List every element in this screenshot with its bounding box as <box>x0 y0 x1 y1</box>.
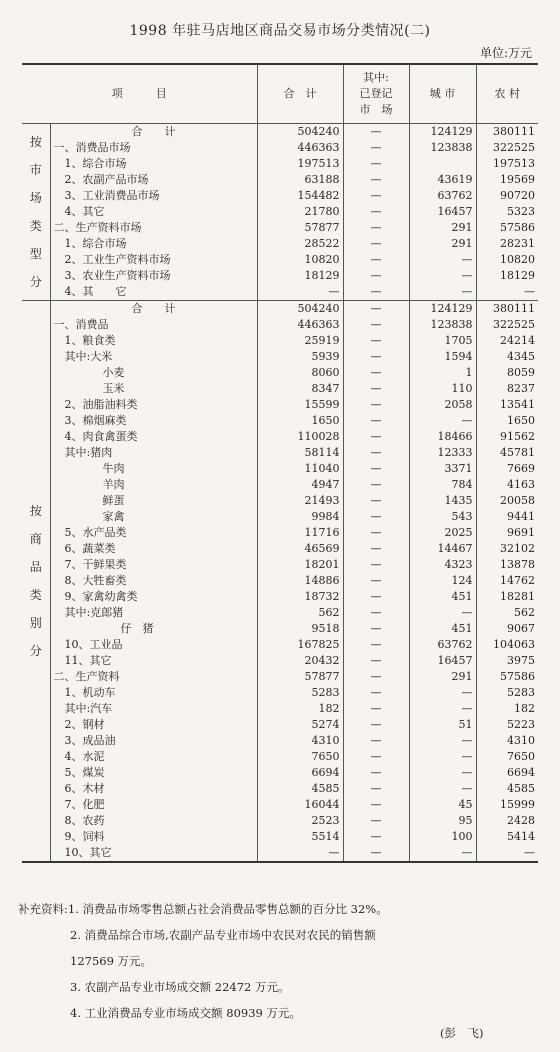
cell-urban: 4323 <box>409 557 476 573</box>
cell-registered: — <box>343 541 409 557</box>
cell-rural: 7669 <box>507 462 535 475</box>
cell-total: 11040 <box>257 461 343 477</box>
cell-total: 4310 <box>257 733 343 749</box>
cell-total: 18732 <box>257 589 343 605</box>
row-label: 4、水泥 <box>50 749 257 765</box>
cell-rural: — <box>524 846 535 859</box>
cell-total: 9518 <box>257 621 343 637</box>
row-label: 家禽 <box>50 509 257 525</box>
cell-registered: — <box>343 429 409 445</box>
table-row <box>22 493 538 509</box>
cell-registered: — <box>343 733 409 749</box>
row-label: 8、农药 <box>50 813 257 829</box>
cell-rural: 28231 <box>500 237 535 250</box>
cell-registered: — <box>343 573 409 589</box>
table-row <box>22 845 538 862</box>
cell-total: 57877 <box>257 669 343 685</box>
cell-urban: — <box>409 765 476 781</box>
row-label: 10、其它 <box>50 845 257 862</box>
header-item: 项 目 <box>22 64 257 124</box>
row-label: 一、消费品市场 <box>50 140 257 156</box>
cell-urban: 16457 <box>409 653 476 669</box>
cell-registered: — <box>343 781 409 797</box>
cell-registered: — <box>343 252 409 268</box>
cell-urban: — <box>409 781 476 797</box>
cell-registered: — <box>343 268 409 284</box>
row-label: 9、家禽幼禽类 <box>50 589 257 605</box>
table-row <box>22 220 538 236</box>
cell-total: 167825 <box>257 637 343 653</box>
cell-total: 154482 <box>257 188 343 204</box>
cell-rural: 380111 <box>476 301 538 318</box>
cell-rural: 4585 <box>507 782 535 795</box>
cell-total: 58114 <box>257 445 343 461</box>
cell-total: 504240 <box>257 301 343 318</box>
cell-registered: — <box>343 284 409 301</box>
row-label: 1、综合市场 <box>50 156 257 172</box>
cell-registered: — <box>343 172 409 188</box>
cell-registered: — <box>343 156 409 172</box>
cell-urban: 110 <box>409 381 476 397</box>
row-label: 1、机动车 <box>50 685 257 701</box>
table-row <box>22 637 538 653</box>
cell-registered: — <box>343 749 409 765</box>
cell-total: 8347 <box>257 381 343 397</box>
cell-rural: 1650 <box>507 414 535 427</box>
table-row <box>22 252 538 268</box>
cell-total: 5283 <box>257 685 343 701</box>
table-row <box>22 172 538 188</box>
cell-registered: — <box>343 797 409 813</box>
row-label: 9、饲料 <box>50 829 257 845</box>
cell-registered: — <box>343 669 409 685</box>
cell-urban: 123838 <box>409 140 476 156</box>
table-row <box>22 765 538 781</box>
table-row <box>22 365 538 381</box>
cell-urban: — <box>409 733 476 749</box>
cell-registered: — <box>343 605 409 621</box>
table-row <box>22 349 538 365</box>
table-row <box>22 445 538 461</box>
cell-urban: 43619 <box>409 172 476 188</box>
table-row <box>22 381 538 397</box>
cell-registered: — <box>343 188 409 204</box>
table-row <box>22 236 538 252</box>
row-label: 玉米 <box>50 381 257 397</box>
table-row <box>22 301 538 318</box>
cell-registered: — <box>343 653 409 669</box>
cell-rural: 91562 <box>500 430 535 443</box>
header-urban: 城 市 <box>409 64 476 124</box>
cell-rural: 5223 <box>507 718 535 731</box>
cell-total: 182 <box>257 701 343 717</box>
table-row <box>22 204 538 220</box>
cell-rural: 9691 <box>507 526 535 539</box>
cell-urban: — <box>409 268 476 284</box>
cell-rural: 5283 <box>507 686 535 699</box>
row-label: 其中:猪肉 <box>50 445 257 461</box>
cell-rural: 197513 <box>493 157 535 170</box>
cell-urban: — <box>409 284 476 301</box>
author-credit: (彭 飞) <box>440 1026 484 1040</box>
row-label: 2、钢材 <box>50 717 257 733</box>
cell-registered: — <box>343 204 409 220</box>
cell-rural: 182 <box>514 702 535 715</box>
unit-label: 单位:万元 <box>480 46 533 60</box>
cell-total: 11716 <box>257 525 343 541</box>
cell-registered: — <box>343 317 409 333</box>
cell-urban: 100 <box>409 829 476 845</box>
table-row <box>22 589 538 605</box>
row-label: 4、其它 <box>50 204 257 220</box>
row-label: 小麦 <box>50 365 257 381</box>
table-row <box>22 525 538 541</box>
row-label: 3、工业消费品市场 <box>50 188 257 204</box>
note-line: 2. 消费品综合市场,农副产品专业市场中农民对农民的销售额 <box>70 928 376 942</box>
cell-registered: — <box>343 381 409 397</box>
cell-total: 20432 <box>257 653 343 669</box>
row-label: 8、大牲畜类 <box>50 573 257 589</box>
cell-total: 10820 <box>257 252 343 268</box>
cell-total: — <box>257 284 343 301</box>
table-row <box>22 653 538 669</box>
cell-urban: — <box>409 605 476 621</box>
row-label: 其中:汽车 <box>50 701 257 717</box>
row-label: 3、棉烟麻类 <box>50 413 257 429</box>
table-row <box>22 156 538 172</box>
cell-urban: 1594 <box>409 349 476 365</box>
row-label: 合 计 <box>50 124 257 141</box>
cell-urban: 291 <box>409 236 476 252</box>
cell-rural: 3975 <box>507 654 535 667</box>
cell-urban: — <box>409 701 476 717</box>
cell-registered: — <box>343 637 409 653</box>
cell-registered: — <box>343 445 409 461</box>
cell-rural: 15999 <box>500 798 535 811</box>
row-label: 2、农副产品市场 <box>50 172 257 188</box>
cell-total: 446363 <box>257 140 343 156</box>
cell-urban: 18466 <box>409 429 476 445</box>
cell-rural: 13878 <box>500 558 535 571</box>
row-label: 羊肉 <box>50 477 257 493</box>
cell-urban: 45 <box>409 797 476 813</box>
row-label: 二、生产资料市场 <box>50 220 257 236</box>
cell-total: 18201 <box>257 557 343 573</box>
cell-registered: — <box>343 509 409 525</box>
cell-registered: — <box>343 589 409 605</box>
cell-urban: — <box>409 413 476 429</box>
table-row <box>22 717 538 733</box>
cell-urban: 1705 <box>409 333 476 349</box>
row-label: 2、工业生产资料市场 <box>50 252 257 268</box>
cell-total: 446363 <box>257 317 343 333</box>
section-label: 按 商 品 类 别 分 <box>22 301 50 863</box>
cell-total: 25919 <box>257 333 343 349</box>
cell-total: 21493 <box>257 493 343 509</box>
table-row <box>22 813 538 829</box>
cell-rural: 32102 <box>500 542 535 555</box>
table-row <box>22 413 538 429</box>
cell-total: 46569 <box>257 541 343 557</box>
table-row <box>22 397 538 413</box>
cell-rural: 8059 <box>507 366 535 379</box>
cell-urban: 451 <box>409 589 476 605</box>
cell-rural: 6694 <box>507 766 535 779</box>
cell-total: 63188 <box>257 172 343 188</box>
cell-total: 57877 <box>257 220 343 236</box>
row-label: 6、木材 <box>50 781 257 797</box>
cell-total: 8060 <box>257 365 343 381</box>
table-row <box>22 333 538 349</box>
cell-urban: — <box>409 252 476 268</box>
cell-urban: 1 <box>409 365 476 381</box>
cell-urban <box>409 156 476 172</box>
table-row <box>22 557 538 573</box>
table-row <box>22 749 538 765</box>
header-registered <box>343 64 409 124</box>
cell-urban: 451 <box>409 621 476 637</box>
note-line: 127569 万元。 <box>70 954 153 968</box>
note-line: 4. 工业消费品专业市场成交额 80939 万元。 <box>70 1006 302 1020</box>
cell-rural: 8237 <box>507 382 535 395</box>
section-label: 按 市 场 类 型 分 <box>22 124 50 301</box>
cell-rural: 57586 <box>500 221 535 234</box>
cell-rural: 19569 <box>500 173 535 186</box>
cell-rural: 9441 <box>507 510 535 523</box>
cell-registered: — <box>343 333 409 349</box>
cell-total: 1650 <box>257 413 343 429</box>
table-row <box>22 317 538 333</box>
cell-total: 7650 <box>257 749 343 765</box>
row-label: 6、蔬菜类 <box>50 541 257 557</box>
cell-total: 9984 <box>257 509 343 525</box>
table-row <box>22 669 538 685</box>
cell-urban: 63762 <box>409 637 476 653</box>
market-table <box>22 63 538 863</box>
cell-registered: — <box>343 493 409 509</box>
page-title: 1998 年驻马店地区商品交易市场分类情况(二) <box>129 23 431 39</box>
table-row <box>22 605 538 621</box>
cell-rural: 4345 <box>507 350 535 363</box>
row-label: 7、干鲜果类 <box>50 557 257 573</box>
cell-urban: 95 <box>409 813 476 829</box>
cell-total: 16044 <box>257 797 343 813</box>
cell-urban: 543 <box>409 509 476 525</box>
cell-rural: 14762 <box>500 574 535 587</box>
row-label: 仔 猪 <box>50 621 257 637</box>
cell-total: 2523 <box>257 813 343 829</box>
header-total: 合 计 <box>257 64 343 124</box>
cell-registered: — <box>343 813 409 829</box>
table-row <box>22 701 538 717</box>
cell-rural: 24214 <box>500 334 535 347</box>
cell-urban: 124129 <box>409 301 476 318</box>
cell-rural: 13541 <box>500 398 535 411</box>
row-label: 二、生产资料 <box>50 669 257 685</box>
cell-registered: — <box>343 349 409 365</box>
cell-registered: — <box>343 845 409 862</box>
cell-total: — <box>257 845 343 862</box>
cell-rural: 45781 <box>500 446 535 459</box>
cell-total: 5939 <box>257 349 343 365</box>
cell-rural: 322525 <box>493 141 535 154</box>
header-registered-text: 其中: 已登记 市 场 <box>359 71 393 116</box>
table-row <box>22 284 538 301</box>
note-line: 补充资料:1. 消费品市场零售总额占社会消费品零售总额的百分比 32%。 <box>18 902 388 916</box>
table-row <box>22 124 538 141</box>
table-row <box>22 509 538 525</box>
cell-registered: — <box>343 557 409 573</box>
table-row <box>22 829 538 845</box>
cell-urban: 51 <box>409 717 476 733</box>
cell-total: 14886 <box>257 573 343 589</box>
cell-urban: 63762 <box>409 188 476 204</box>
cell-rural: 2428 <box>507 814 535 827</box>
cell-urban: 16457 <box>409 204 476 220</box>
cell-registered: — <box>343 365 409 381</box>
cell-registered: — <box>343 525 409 541</box>
cell-rural: 4310 <box>507 734 535 747</box>
row-label: 一、消费品 <box>50 317 257 333</box>
table-row <box>22 733 538 749</box>
cell-rural: 7650 <box>507 750 535 763</box>
cell-total: 6694 <box>257 765 343 781</box>
cell-registered: — <box>343 124 409 141</box>
row-label: 1、综合市场 <box>50 236 257 252</box>
cell-urban: 291 <box>409 669 476 685</box>
cell-registered: — <box>343 685 409 701</box>
cell-urban: 3371 <box>409 461 476 477</box>
cell-registered: — <box>343 829 409 845</box>
cell-total: 4947 <box>257 477 343 493</box>
cell-total: 562 <box>257 605 343 621</box>
row-label: 鲜蛋 <box>50 493 257 509</box>
cell-registered: — <box>343 236 409 252</box>
cell-registered: — <box>343 301 409 318</box>
cell-rural: 90720 <box>500 189 535 202</box>
cell-urban: — <box>409 749 476 765</box>
row-label: 1、粮食类 <box>50 333 257 349</box>
table-row <box>22 781 538 797</box>
cell-rural: 20058 <box>500 494 535 507</box>
row-label: 其中:克郎猪 <box>50 605 257 621</box>
cell-registered: — <box>343 621 409 637</box>
cell-rural: 5323 <box>507 205 535 218</box>
cell-urban: 12333 <box>409 445 476 461</box>
table-row <box>22 685 538 701</box>
cell-rural: 5414 <box>507 830 535 843</box>
table-header-row <box>22 64 538 124</box>
cell-urban: 2025 <box>409 525 476 541</box>
cell-rural: 57586 <box>500 670 535 683</box>
cell-total: 15599 <box>257 397 343 413</box>
cell-rural: 10820 <box>500 253 535 266</box>
cell-total: 5274 <box>257 717 343 733</box>
cell-urban: 124129 <box>409 124 476 141</box>
cell-total: 197513 <box>257 156 343 172</box>
cell-total: 28522 <box>257 236 343 252</box>
cell-urban: 123838 <box>409 317 476 333</box>
cell-registered: — <box>343 397 409 413</box>
cell-rural: 18129 <box>500 269 535 282</box>
table-row <box>22 797 538 813</box>
cell-urban: — <box>409 845 476 862</box>
table-row <box>22 573 538 589</box>
row-label: 其中:大米 <box>50 349 257 365</box>
row-label: 3、农业生产资料市场 <box>50 268 257 284</box>
cell-urban: 1435 <box>409 493 476 509</box>
cell-urban: 291 <box>409 220 476 236</box>
cell-urban: 14467 <box>409 541 476 557</box>
row-label: 11、其它 <box>50 653 257 669</box>
cell-registered: — <box>343 765 409 781</box>
cell-urban: 784 <box>409 477 476 493</box>
cell-urban: 2058 <box>409 397 476 413</box>
table-row <box>22 621 538 637</box>
cell-rural: 380111 <box>476 124 538 141</box>
table-row <box>22 188 538 204</box>
cell-total: 4585 <box>257 781 343 797</box>
cell-total: 504240 <box>257 124 343 141</box>
cell-registered: — <box>343 220 409 236</box>
row-label: 4、其 它 <box>50 284 257 301</box>
cell-registered: — <box>343 477 409 493</box>
header-rural: 农 村 <box>476 64 538 124</box>
row-label: 合 计 <box>50 301 257 318</box>
cell-rural: — <box>524 285 535 298</box>
cell-rural: 9067 <box>507 622 535 635</box>
note-line: 3. 农副产品专业市场成交额 22472 万元。 <box>70 980 290 994</box>
cell-urban: — <box>409 685 476 701</box>
row-label: 5、水产品类 <box>50 525 257 541</box>
table-row <box>22 429 538 445</box>
table-row <box>22 268 538 284</box>
cell-rural: 322525 <box>493 318 535 331</box>
table-row <box>22 461 538 477</box>
row-label: 4、肉食禽蛋类 <box>50 429 257 445</box>
cell-rural: 18281 <box>500 590 535 603</box>
table-row <box>22 541 538 557</box>
row-label: 3、成品油 <box>50 733 257 749</box>
row-label: 2、油脂油料类 <box>50 397 257 413</box>
cell-registered: — <box>343 413 409 429</box>
row-label: 牛肉 <box>50 461 257 477</box>
cell-registered: — <box>343 701 409 717</box>
cell-registered: — <box>343 140 409 156</box>
cell-urban: 124 <box>409 573 476 589</box>
cell-total: 5514 <box>257 829 343 845</box>
cell-total: 21780 <box>257 204 343 220</box>
cell-rural: 4163 <box>507 478 535 491</box>
cell-rural: 104063 <box>493 638 535 651</box>
row-label: 7、化肥 <box>50 797 257 813</box>
row-label: 10、工业品 <box>50 637 257 653</box>
table-row <box>22 140 538 156</box>
cell-total: 18129 <box>257 268 343 284</box>
table-row <box>22 477 538 493</box>
cell-rural: 562 <box>514 606 535 619</box>
supplementary-notes <box>18 896 548 1026</box>
cell-registered: — <box>343 461 409 477</box>
row-label: 5、煤炭 <box>50 765 257 781</box>
cell-total: 110028 <box>257 429 343 445</box>
cell-registered: — <box>343 717 409 733</box>
